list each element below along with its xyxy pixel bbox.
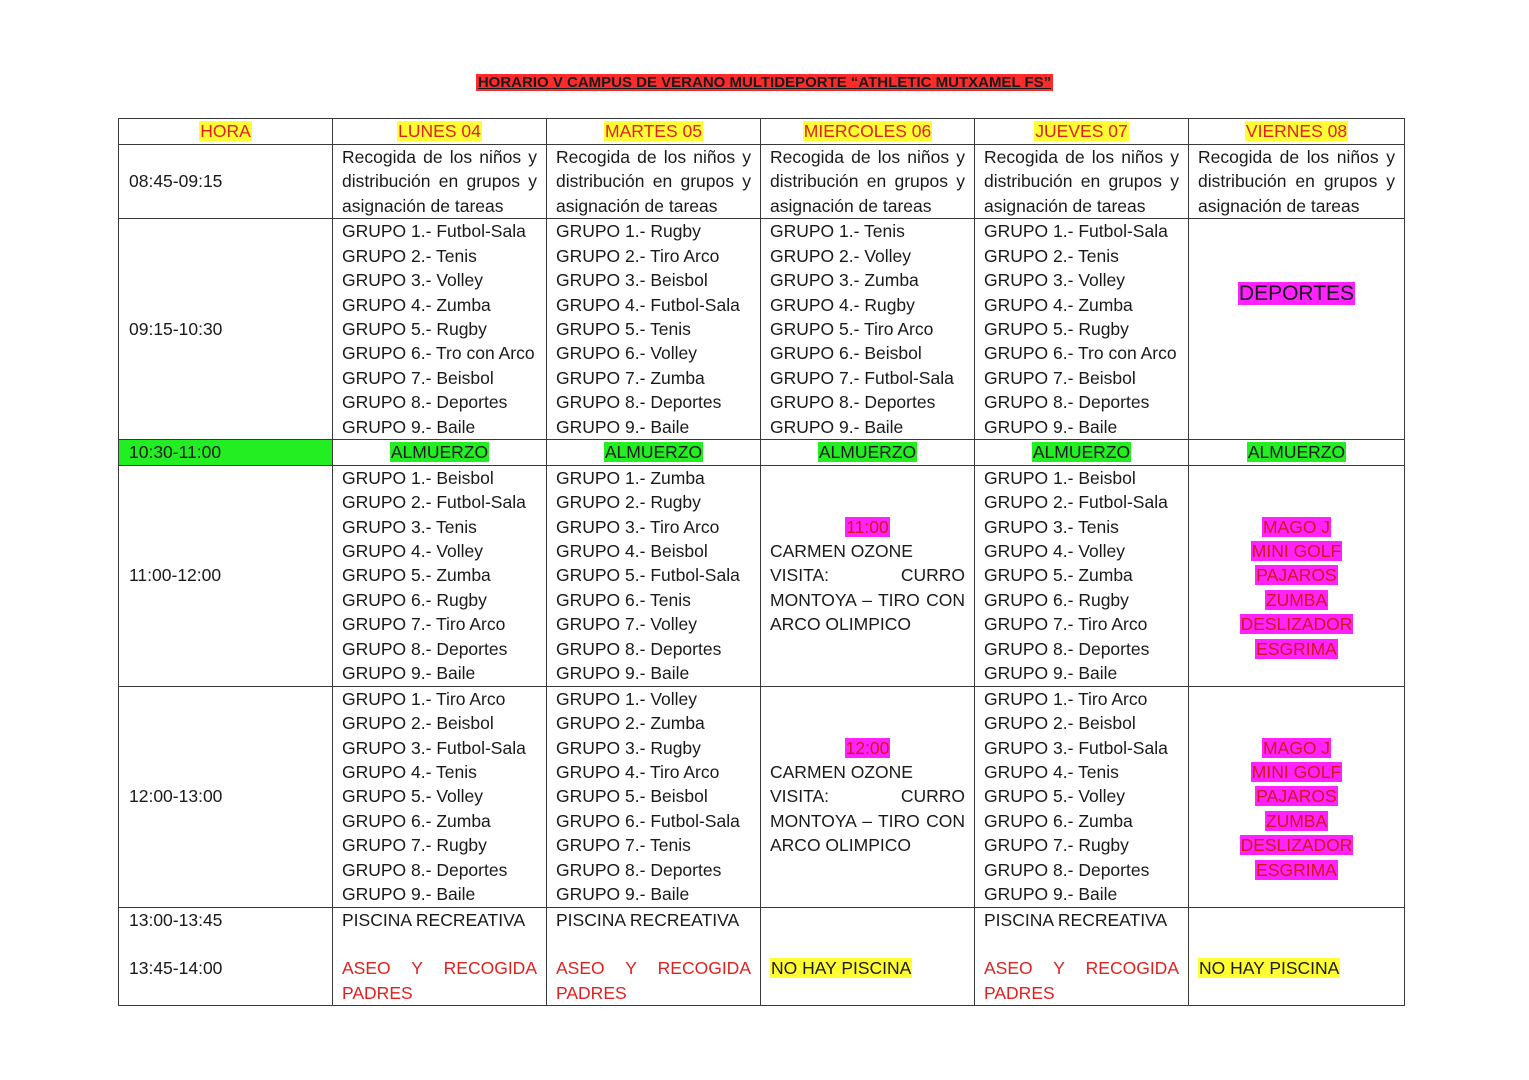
group-line: GRUPO 6.- Tro con Arco [984,343,1177,364]
activity-label: MAGO J [1262,737,1331,758]
pool-cell-miercoles [761,907,975,1006]
activity-label: DESLIZADOR [1240,614,1353,635]
group-line: GRUPO 3.- Zumba [770,270,919,291]
group-line: GRUPO 4.- Tenis [984,762,1119,783]
deportes-cell-viernes [1189,219,1405,440]
time-1300: 13:00-13:45 [129,909,223,930]
group-line: GRUPO 6.- Rugby [984,589,1129,610]
group-line: GRUPO 9.- Baile [342,416,476,437]
group-line: GRUPO 1.- Zumba [556,467,705,488]
cleanup-label: ASEO Y RECOGIDA PADRES [342,958,537,1003]
header-viernes [1189,119,1405,145]
group-line: GRUPO 3.- Volley [984,270,1126,291]
time-cell: 11:00-12:00 [119,465,333,686]
activity-label: DESLIZADOR [1240,835,1353,856]
time-1345: 13:45-14:00 [129,958,223,979]
almuerzo-label: ALMUERZO [1247,442,1346,463]
header-jueves [975,119,1189,145]
activity-line [1198,563,1395,587]
group-line: GRUPO 2.- Beisbol [984,713,1136,734]
group-line: GRUPO 4.- Tenis [342,762,477,783]
pickup-cell-jueves: Recogida de los niños y distribución en grupos y asignación de tareas [975,145,1189,219]
group-line: GRUPO 4.- Zumba [984,294,1133,315]
group-line: GRUPO 4.- Zumba [342,294,491,315]
time-cell: 12:00-13:00 [119,686,333,907]
group-line: GRUPO 9.- Baile [556,416,690,437]
almuerzo-cell-lunes [333,440,547,465]
group-line: GRUPO 9.- Baile [556,884,690,905]
pickup-cell-martes: Recogida de los niños y distribución en grupos y asignación de tareas [547,145,761,219]
header-lunes-text: LUNES 04 [398,121,481,142]
activity-line [1198,760,1395,784]
group-line: GRUPO 2.- Rugby [556,492,701,513]
no-pool-label: NO HAY PISCINA [1199,958,1340,979]
group-line: GRUPO 5.- Volley [342,786,484,807]
group-line: GRUPO 7.- Zumba [556,367,705,388]
group-line: GRUPO 8.- Deportes [984,638,1150,659]
pool-label: PISCINA RECREATIVA [556,909,740,930]
group-line: GRUPO 6.- Zumba [342,810,491,831]
group-line: GRUPO 3.- Tiro Arco [556,516,720,537]
group-line: GRUPO 3.- Tenis [342,516,477,537]
pool-cell-martes [547,907,761,1006]
group-line: GRUPO 7.- Volley [556,614,698,635]
almuerzo-cell-viernes [1189,440,1405,465]
activity-line [1198,809,1395,833]
pool-cell-lunes [333,907,547,1006]
activity-line [1198,784,1395,808]
almuerzo-cell-miercoles [761,440,975,465]
group-line: GRUPO 6.- Tenis [556,589,691,610]
group-line: GRUPO 1.- Volley [556,688,698,709]
pool-cell-viernes [1189,907,1405,1006]
group-line: GRUPO 3.- Beisbol [556,270,708,291]
activity-line [1198,736,1395,760]
group-line: GRUPO 3.- Futbol-Sala [342,737,526,758]
activity-label: PAJAROS [1256,786,1337,807]
group-line: GRUPO 7.- Futbol-Sala [770,367,954,388]
group-line: GRUPO 9.- Baile [984,663,1118,684]
row-1300 [119,907,1405,1006]
visit-host: CARMEN OZONE [770,762,913,783]
group-line: GRUPO 7.- Tiro Arco [984,614,1148,635]
deportes-label: DEPORTES [1238,282,1355,306]
activity-line [1198,833,1395,857]
header-martes-text: MARTES 05 [605,121,702,142]
activity-label: MINI GOLF [1251,762,1342,783]
group-line: GRUPO 7.- Beisbol [342,367,494,388]
header-jueves-text: JUEVES 07 [1035,121,1128,142]
group-line: GRUPO 2.- Futbol-Sala [342,492,526,513]
group-line: GRUPO 5.- Tiro Arco [770,319,934,340]
group-line: GRUPO 6.- Volley [556,343,698,364]
group-line: GRUPO 7.- Rugby [984,835,1129,856]
visit-description: VISITA: CURRO MONTOYA – TIRO CON ARCO OLIMPICO [770,786,965,856]
group-line: GRUPO 5.- Rugby [984,319,1129,340]
groups-cell-martes [547,465,761,686]
group-line: GRUPO 9.- Baile [984,884,1118,905]
group-line: GRUPO 6.- Zumba [984,810,1133,831]
group-line: GRUPO 1.- Rugby [556,221,701,242]
group-line: GRUPO 1.- Futbol-Sala [984,221,1168,242]
groups-cell-miercoles [761,219,975,440]
group-line: GRUPO 7.- Tenis [556,835,691,856]
group-line: GRUPO 7.- Beisbol [984,367,1136,388]
almuerzo-cell-jueves [975,440,1189,465]
group-line: GRUPO 9.- Baile [984,416,1118,437]
group-line: GRUPO 5.- Volley [984,786,1126,807]
group-line: GRUPO 8.- Deportes [342,392,508,413]
almuerzo-label: ALMUERZO [604,442,703,463]
group-line: GRUPO 8.- Deportes [342,638,508,659]
group-line: GRUPO 5.- Beisbol [556,786,708,807]
visit-description: VISITA: CURRO MONTOYA – TIRO CON ARCO OLIMPICO [770,565,965,635]
header-miercoles [761,119,975,145]
pickup-cell-miercoles: Recogida de los niños y distribución en grupos y asignación de tareas [761,145,975,219]
group-line: GRUPO 4.- Beisbol [556,541,708,562]
activity-line [1198,637,1395,661]
group-line: GRUPO 8.- Deportes [556,392,722,413]
groups-cell-martes [547,219,761,440]
group-line: GRUPO 2.- Tenis [984,245,1119,266]
group-line: GRUPO 5.- Rugby [342,319,487,340]
almuerzo-cell-martes [547,440,761,465]
group-line: GRUPO 8.- Deportes [556,638,722,659]
group-line: GRUPO 9.- Baile [556,663,690,684]
no-pool-label: NO HAY PISCINA [771,958,912,979]
group-line: GRUPO 2.- Futbol-Sala [984,492,1168,513]
visit-time: 11:00 [846,516,889,537]
group-line: GRUPO 4.- Futbol-Sala [556,294,740,315]
group-line: GRUPO 9.- Baile [770,416,904,437]
group-line: GRUPO 8.- Deportes [984,859,1150,880]
almuerzo-label: ALMUERZO [818,442,917,463]
activities-cell-viernes [1189,465,1405,686]
groups-cell-jueves [975,219,1189,440]
group-line: GRUPO 6.- Rugby [342,589,487,610]
activity-label: ZUMBA [1265,589,1328,610]
group-line: GRUPO 9.- Baile [342,884,476,905]
group-line: GRUPO 3.- Volley [342,270,484,291]
groups-cell-lunes [333,219,547,440]
header-miercoles-text: MIERCOLES 06 [803,121,932,142]
header-row [119,119,1405,145]
group-line: GRUPO 8.- Deportes [556,859,722,880]
activity-label: PAJAROS [1256,565,1337,586]
almuerzo-label: ALMUERZO [1032,442,1131,463]
activities-cell-viernes [1189,686,1405,907]
activity-line [1198,539,1395,563]
activity-line [1198,858,1395,882]
schedule-table [118,118,1405,1006]
group-line: GRUPO 1.- Tiro Arco [984,688,1148,709]
group-line: GRUPO 5.- Zumba [342,565,491,586]
group-line: GRUPO 1.- Tiro Arco [342,688,506,709]
group-line: GRUPO 6.- Tro con Arco [342,343,535,364]
group-line: GRUPO 3.- Tenis [984,516,1119,537]
group-line: GRUPO 4.- Rugby [770,294,915,315]
visit-cell-miercoles [761,686,975,907]
time-cell [119,907,333,1006]
group-line: GRUPO 1.- Futbol-Sala [342,221,526,242]
group-line: GRUPO 1.- Tenis [770,221,905,242]
groups-cell-jueves [975,686,1189,907]
group-line: GRUPO 8.- Deportes [342,859,508,880]
groups-cell-martes [547,686,761,907]
activity-label: ESGRIMA [1256,859,1337,880]
almuerzo-time-cell: 10:30-11:00 [119,440,333,465]
pool-label: PISCINA RECREATIVA [984,909,1168,930]
row-1200 [119,686,1405,907]
group-line: GRUPO 8.- Deportes [984,392,1150,413]
groups-cell-jueves [975,465,1189,686]
time-cell: 09:15-10:30 [119,219,333,440]
group-line: GRUPO 2.- Tenis [342,245,477,266]
row-0845 [119,145,1405,219]
document-title [0,74,1529,91]
pool-label: PISCINA RECREATIVA [342,909,526,930]
group-line: GRUPO 4.- Tiro Arco [556,762,720,783]
group-line: GRUPO 2.- Tiro Arco [556,245,720,266]
visit-time: 12:00 [845,737,890,758]
group-line: GRUPO 1.- Beisbol [342,467,494,488]
groups-cell-lunes [333,686,547,907]
group-line: GRUPO 4.- Volley [984,541,1126,562]
pool-cell-jueves [975,907,1189,1006]
header-martes [547,119,761,145]
group-line: GRUPO 5.- Futbol-Sala [556,565,740,586]
row-0915 [119,219,1405,440]
group-line: GRUPO 8.- Deportes [770,392,936,413]
activity-label: ESGRIMA [1256,638,1337,659]
group-line: GRUPO 1.- Beisbol [984,467,1136,488]
group-line: GRUPO 2.- Zumba [556,713,705,734]
activity-line [1198,515,1395,539]
group-line: GRUPO 4.- Volley [342,541,484,562]
group-line: GRUPO 3.- Futbol-Sala [984,737,1168,758]
group-line: GRUPO 7.- Tiro Arco [342,614,506,635]
header-lunes [333,119,547,145]
activity-label: ZUMBA [1265,810,1328,831]
group-line: GRUPO 9.- Baile [342,663,476,684]
activity-line [1198,588,1395,612]
group-line: GRUPO 6.- Futbol-Sala [556,810,740,831]
group-line: GRUPO 2.- Volley [770,245,912,266]
row-almuerzo [119,440,1405,465]
row-1100 [119,465,1405,686]
visit-cell-miercoles [761,465,975,686]
cleanup-label: ASEO Y RECOGIDA PADRES [556,958,751,1003]
group-line: GRUPO 7.- Rugby [342,835,487,856]
document-title-text: HORARIO V CAMPUS DE VERANO MULTIDEPORTE “ATHLETIC MUTXAMEL FS” [477,74,1052,91]
groups-cell-lunes [333,465,547,686]
group-line: GRUPO 2.- Beisbol [342,713,494,734]
group-line: GRUPO 5.- Zumba [984,565,1133,586]
group-line: GRUPO 3.- Rugby [556,737,701,758]
activity-line [1198,612,1395,636]
activity-label: MINI GOLF [1251,541,1342,562]
time-cell: 08:45-09:15 [119,145,333,219]
activity-label: MAGO J [1262,516,1331,537]
pickup-cell-lunes: Recogida de los niños y distribución en grupos y asignación de tareas [333,145,547,219]
almuerzo-label: ALMUERZO [390,442,489,463]
header-viernes-text: VIERNES 08 [1245,121,1348,142]
header-hora-text: HORA [200,121,251,142]
cleanup-label: ASEO Y RECOGIDA PADRES [984,958,1179,1003]
group-line: GRUPO 5.- Tenis [556,319,691,340]
header-hora [119,119,333,145]
visit-host: CARMEN OZONE [770,541,913,562]
pickup-cell-viernes: Recogida de los niños y distribución en grupos y asignación de tareas [1189,145,1405,219]
group-line: GRUPO 6.- Beisbol [770,343,922,364]
